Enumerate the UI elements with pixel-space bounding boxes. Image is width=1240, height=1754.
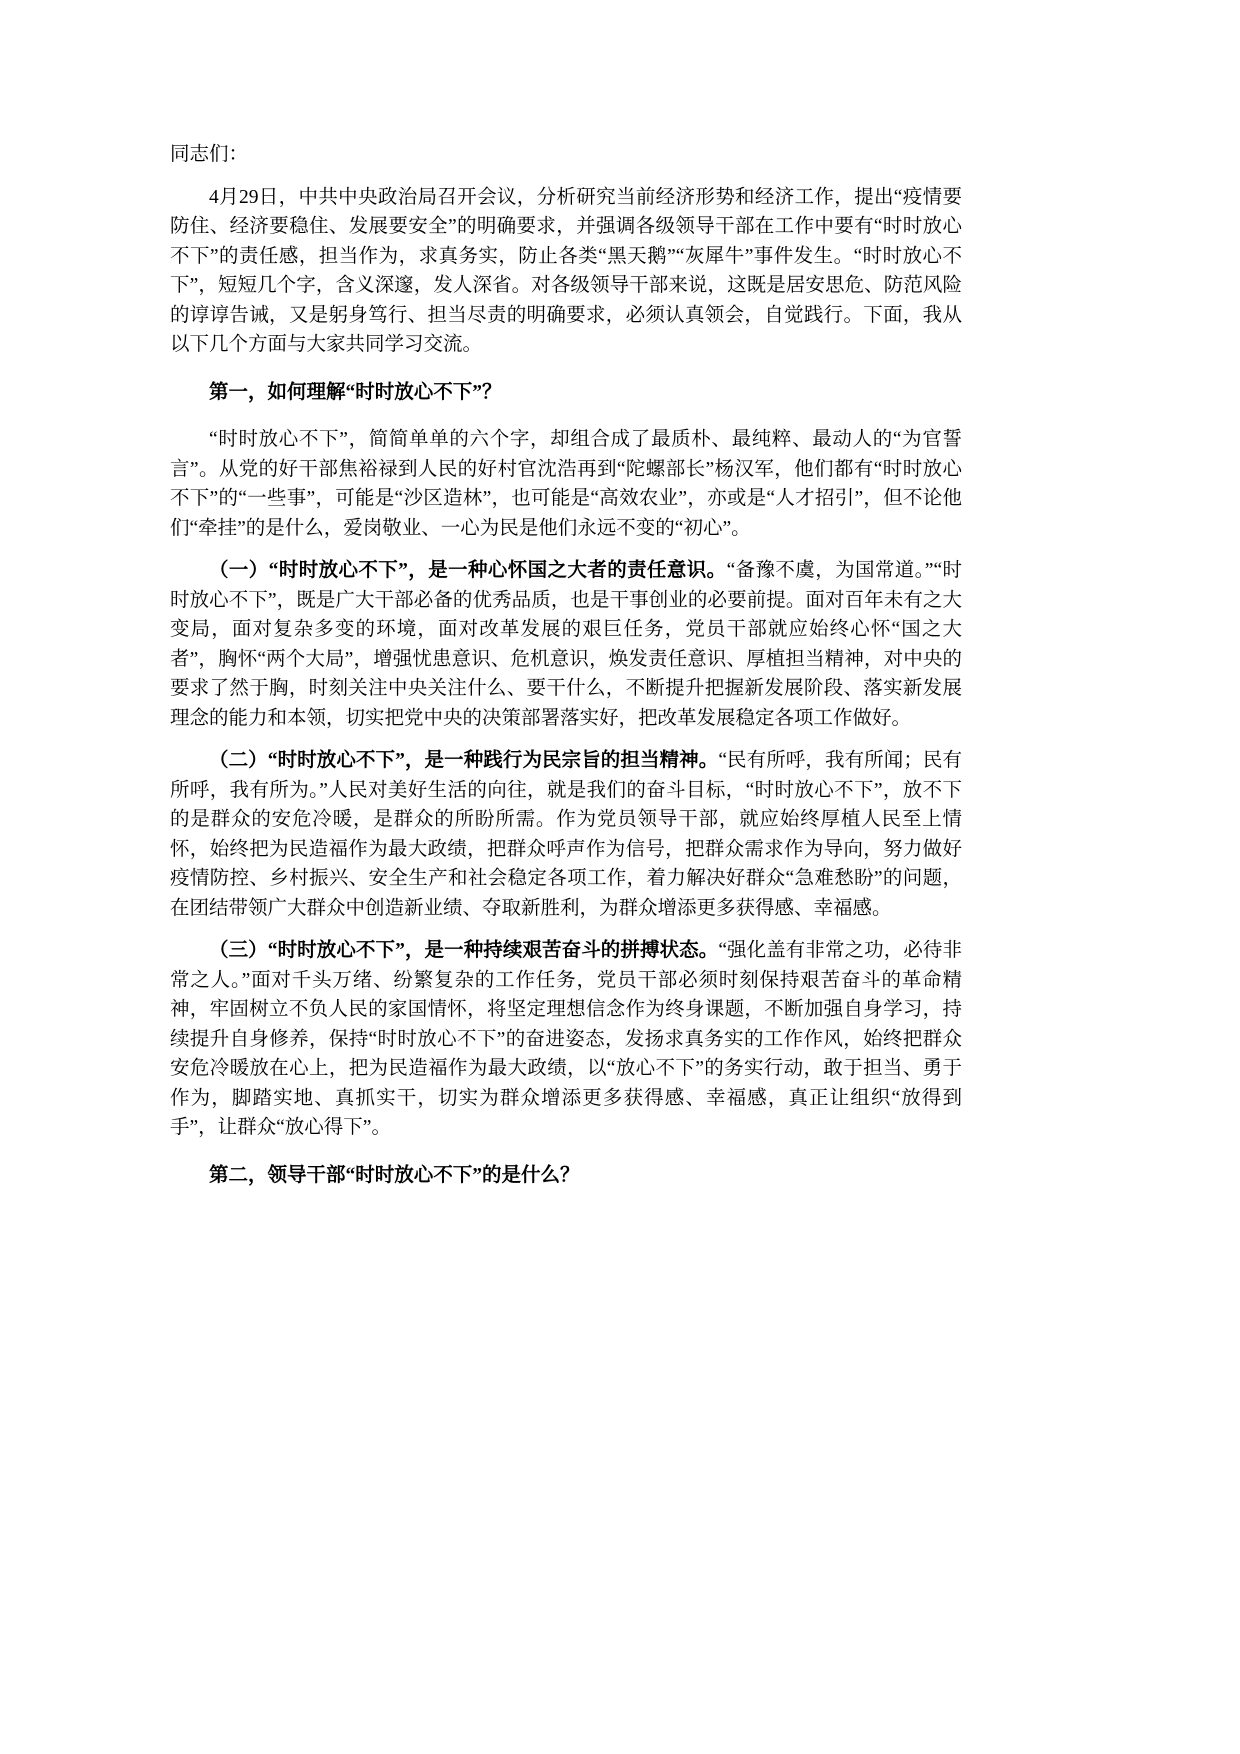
point-paragraph-1 [170,556,962,733]
point-3-body: “强化盖有非常之功，必待非常之人。”面对千头万绪、纷繁复杂的工作任务，党员干部必须时刻保持艰苦奋斗的革命精神，牢固树立不负人民的家国情怀，将坚定理想信念作为终身课题，不断加强自身学习，持续提升自身修养，保持“时时放心不下”的奋进姿态，发扬求真务实的工作作风，始终把群众安危冷暖放在心上，把为民造福作为最大政绩，以“放心不下”的务实行动，敢于担当、勇于作为，脚踏实地、真抓实干，切实为群众增添更多获得感、幸福感，真正让组织“放得到手”，让群众“放心得下”。 [170,940,962,1138]
section1-lead-paragraph: “时时放心不下”，简简单单的六个字，却组合成了最质朴、最纯粹、最动人的“为官誓言”。从党的好干部焦裕禄到人民的好村官沈浩再到“陀螺部长”杨汉军，他们都有“时时放心不下”的“一些事”，可能是“沙区造林”，也可能是“高效农业”，亦或是“人才招引”，但不论他们“牵挂”的是什么，爱岗敬业、一心为民是他们永远不变的“初心”。 [170,429,962,539]
section1-heading: 第一，如何理解“时时放心不下”？ [209,381,502,403]
point-paragraph-2 [170,746,962,923]
point-1-body: “备豫不虞，为国常道。”“时时放心不下”，既是广大干部必备的优秀品质，也是干事创业的必要前提。面对百年未有之大变局，面对复杂多变的环境，面对改革发展的艰巨任务，党员干部就应始终心怀“国之大者”，胸怀“两个大局”，增强忧患意识、危机意识，焕发责任意识、厚植担当精神，对中央的要求了然于胸，时刻关注中央关注什么、要干什么，不断提升把握新发展阶段、落实新发展理念的能力和本领，切实把党中央的决策部署落实好，把改革发展稳定各项工作做好。 [170,560,962,729]
point-paragraph-3 [170,936,962,1143]
section2-heading: 第二，领导干部“时时放心不下”的是什么？ [209,1164,580,1186]
intro-paragraph: 4月29日，中共中央政治局召开会议，分析研究当前经济形势和经济工作，提出“疫情要防住、经济要稳住、发展要安全”的明确要求，并强调各级领导干部在工作中要有“时时放心不下”的责任感，担当作为，求真务实，防止各类“黑天鹅”“灰犀牛”事件发生。“时时放心不下”，短短几个字，含义深邃，发人深省。对各级领导干部来说，这既是居安思危、防范风险的谆谆告诫，又是躬身笃行、担当尽责的明确要求，必须认真领会，自觉践行。下面，我从以下几个方面与大家共同学习交流。 [170,186,962,355]
point-2-body: “民有所呼，我有所闻；民有所呼，我有所为。”人民对美好生活的向往，就是我们的奋斗目标，“时时放心不下”，放不下的是群众的安危冷暖，是群众的所盼所需。作为党员领导干部，就应始终厚植人民至上情怀，始终把为民造福作为最大政绩，把群众呼声作为信号，把群众需求作为导向，努力做好疫情防控、乡村振兴、安全生产和社会稳定各项工作，着力解决好群众“急难愁盼”的问题，在团结带领广大群众中创造新业绩、夺取新胜利，为群众增添更多获得感、幸福感。 [170,750,962,919]
document-page [170,140,962,1208]
point-2-lead: （二）“时时放心不下”，是一种践行为民宗旨的担当精神。 [209,750,719,771]
point-3-lead: （三）“时时放心不下”，是一种持续艰苦奋斗的拼搏状态。 [209,940,719,961]
point-1-lead: （一）“时时放心不下”，是一种心怀国之大者的责任意识。 [209,560,727,581]
salutation: 同志们： [170,144,249,165]
